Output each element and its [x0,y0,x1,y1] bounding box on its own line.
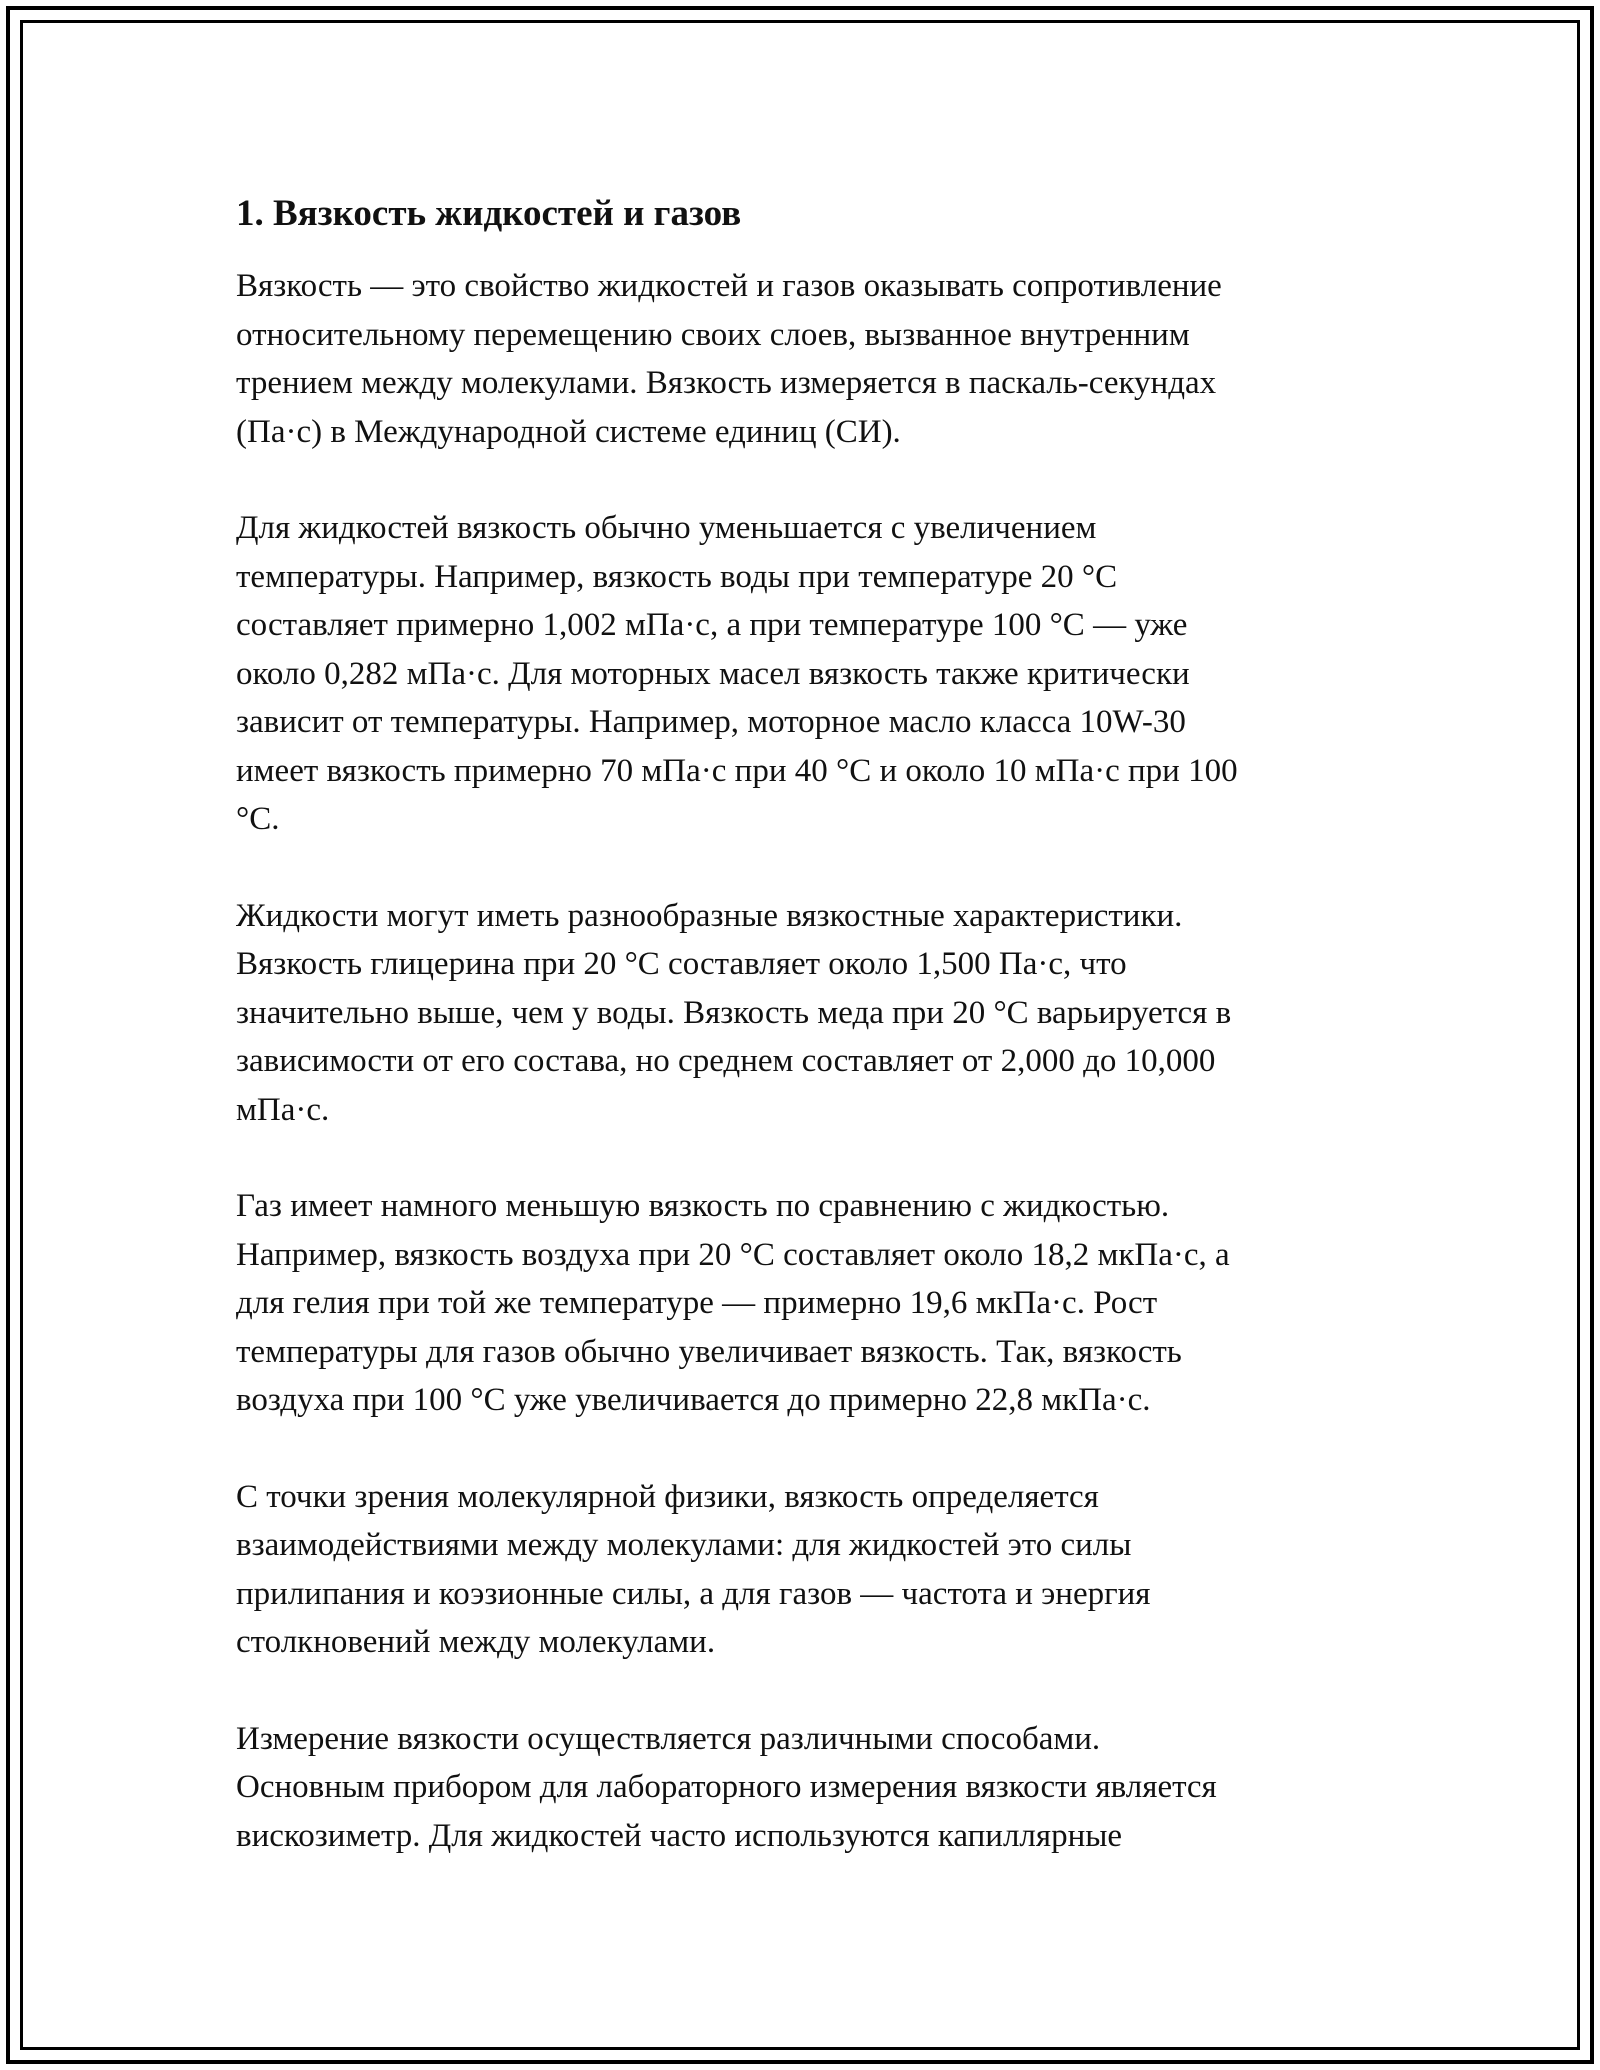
paragraph-measurement: Измерение вязкости осуществляется различными способами. Основным прибором для лабораторного измерения вязкости является вискозиметр. Для жидкостей часто используются капиллярные [236,1720,1217,1854]
paragraph-liquid-characteristics: Жидкости могут иметь разнообразные вязкостные характеристики. Вязкость глицерина при 20 °C составляет около 1,500 Па·с, что значительно выше, чем у воды. Вязкость меда при 20 °C варьируется в зависимости от его состава, но среднем составляет от 2,000 до 10,000 мПа·с. [236,897,1232,1128]
section-heading: 1. Вязкость жидкостей и газов [236,193,742,234]
paragraph-liquids-temperature: Для жидкостей вязкость обычно уменьшается с увеличением температуры. Например, вязкость воды при температуре 20 °C составляет примерно 1,002 мПа·с, а при температуре 100 °C — уже около 0,282 мПа·с. Для моторных масел вязкость также критически зависит от температуры. Например, моторное масло класса 10W-30 имеет вязкость примерно 70 мПа·с при 40 °C и около 10 мПа·с при 100 °C. [236,510,1238,837]
paragraph-molecular-physics: С точки зрения молекулярной физики, вязкость определяется взаимодействиями между молекулами: для жидкостей это силы прилипания и коэзионные силы, а для газов — частота и энергия столкновений между молекулами. [236,1478,1151,1660]
paragraph-gases: Газ имеет намного меньшую вязкость по сравнению с жидкостью. Например, вязкость воздуха при 20 °C составляет около 18,2 мкПа·с, а для гелия при той же температуре — примерно 19,6 мкПа·с. Рост температуры для газов обычно увеличивает вязкость. Так, вязкость воздуха при 100 °C уже увеличивается до примерно 22,8 мкПа·с. [236,1188,1230,1418]
document-body [236,188,1386,1908]
paragraph-definition: Вязкость — это свойство жидкостей и газов оказывать сопротивление относительному перемещению своих слоев, вызванное внутренним трением между молекулами. Вязкость измеряется в паскаль-секундах (Па·с) в Международной системе единиц (СИ). [236,268,1222,450]
